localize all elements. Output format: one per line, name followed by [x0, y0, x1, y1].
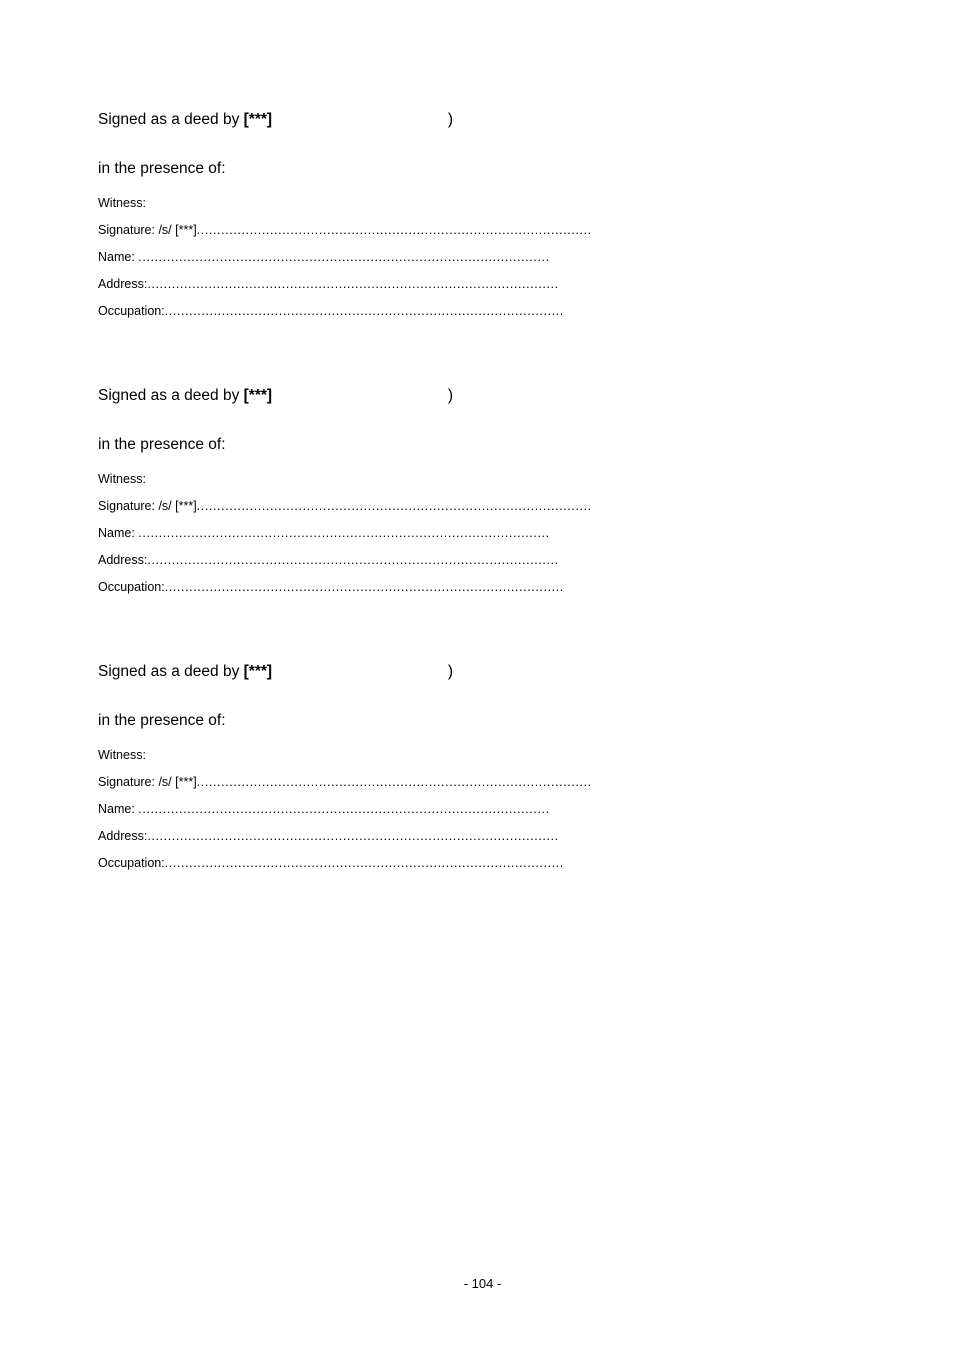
deed-heading [98, 110, 658, 131]
deed-heading-prefix: Signed as a deed by [98, 662, 244, 680]
occupation-field [98, 856, 651, 870]
occupation-field-label: Occupation: [98, 579, 165, 594]
name-field-label: Name: [98, 249, 139, 264]
name-field-label: Name: [98, 801, 139, 816]
witness-label: Witness: [98, 747, 146, 762]
occupation-field-dots: .................................................................................................. [164, 855, 564, 870]
address-field-dots: ..................................................................................................... [147, 828, 559, 843]
signature-field-dots: ................................................................................................. [196, 498, 592, 513]
address-field-label: Address: [98, 552, 148, 567]
deed-paren: ) [447, 386, 453, 404]
signature-field [98, 499, 651, 513]
occupation-field [98, 580, 651, 594]
name-field-dots: ..................................................................................................... [138, 801, 550, 816]
signature-field-label: Signature: /s/ [***] [98, 498, 197, 513]
deed-party-placeholder: [***] [243, 386, 273, 404]
signature-field [98, 223, 651, 237]
signature-field-label: Signature: /s/ [***] [98, 774, 197, 789]
signature-field [98, 775, 651, 789]
witness-label: Witness: [98, 195, 146, 210]
name-field-dots: ..................................................................................................... [138, 249, 550, 264]
address-field [98, 829, 651, 843]
deed-heading [98, 662, 658, 683]
presence-line: in the presence of: [98, 435, 226, 453]
occupation-field-label: Occupation: [98, 855, 165, 870]
signature-field-dots: ................................................................................................. [196, 774, 592, 789]
signature-blocks [98, 110, 658, 870]
presence-line: in the presence of: [98, 159, 226, 177]
page-number: - 104 - [463, 1276, 502, 1291]
deed-paren: ) [447, 662, 453, 680]
signature-field-label: Signature: /s/ [***] [98, 222, 197, 237]
address-field-label: Address: [98, 828, 148, 843]
address-field [98, 553, 651, 567]
name-field [98, 250, 651, 264]
occupation-field-label: Occupation: [98, 303, 165, 318]
deed-party-placeholder: [***] [243, 662, 273, 680]
name-field [98, 802, 651, 816]
name-field-label: Name: [98, 525, 139, 540]
deed-heading-prefix: Signed as a deed by [98, 111, 244, 128]
presence-line: in the presence of: [98, 711, 226, 729]
address-field [98, 277, 651, 291]
occupation-field-dots: .................................................................................................. [164, 579, 564, 594]
signature-block [98, 110, 658, 318]
deed-heading-prefix: Signed as a deed by [98, 386, 244, 404]
signature-block [98, 386, 658, 594]
deed-heading [98, 386, 658, 407]
occupation-field-dots: .................................................................................................. [164, 303, 564, 318]
name-field [98, 526, 651, 540]
witness-label: Witness: [98, 471, 146, 486]
occupation-field [98, 304, 651, 318]
signature-field-dots: ................................................................................................. [196, 222, 592, 237]
name-field-dots: ..................................................................................................... [138, 525, 550, 540]
address-field-dots: ..................................................................................................... [147, 276, 559, 291]
address-field-label: Address: [98, 276, 148, 291]
address-field-dots: ..................................................................................................... [147, 552, 559, 567]
signature-block [98, 662, 658, 870]
deed-party-placeholder: [***] [243, 111, 273, 128]
deed-paren: ) [447, 111, 453, 128]
